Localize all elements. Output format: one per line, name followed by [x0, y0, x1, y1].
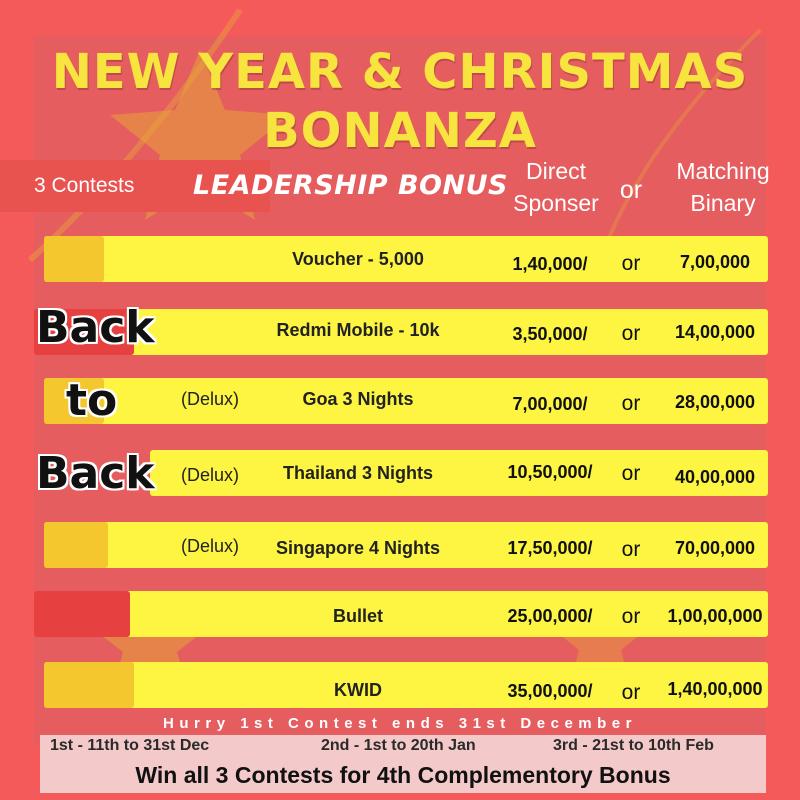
matching-binary-value: 70,00,000	[674, 538, 756, 558]
prize-name: Voucher - 5,000	[292, 249, 424, 269]
back-to-back-word-3: Back	[36, 448, 155, 499]
prize-name: Bullet	[332, 606, 383, 626]
third-contest-dates: 3rd - 21st to 10th Feb	[553, 737, 714, 754]
or-label: or	[621, 681, 641, 704]
header-or: or	[619, 176, 643, 204]
direct-sponser-value: 7,00,000/	[512, 394, 588, 414]
back-to-back-word-1: Back	[36, 302, 155, 353]
matching-binary-value: 40,00,000	[674, 467, 756, 487]
title-line-2: BONANZA	[263, 103, 537, 159]
matching-binary-value: 14,00,000	[674, 322, 756, 342]
prize-name: KWID	[334, 680, 382, 700]
row-accent	[44, 236, 104, 282]
prize-name: Singapore 4 Nights	[275, 538, 441, 558]
or-label: or	[621, 538, 641, 561]
row-accent	[44, 662, 134, 708]
row-accent	[44, 522, 108, 568]
first-contest-dates: 1st - 11th to 31st Dec	[50, 737, 210, 754]
complementory-bonus-text: Win all 3 Contests for 4th Complementory Bonus	[135, 762, 671, 788]
second-contest-dates: 2nd - 1st to 20th Jan	[321, 737, 476, 754]
or-label: or	[621, 605, 641, 628]
direct-sponser-value: 25,00,000/	[507, 606, 593, 626]
prize-name: Redmi Mobile - 10k	[276, 320, 440, 340]
back-to-back-word-2: to	[66, 375, 118, 426]
or-label: or	[621, 252, 641, 275]
matching-binary-value: 28,00,000	[674, 392, 756, 412]
delux-label: (Delux)	[181, 465, 240, 485]
row-accent	[34, 591, 130, 637]
matching-binary-value: 1,00,00,000	[667, 606, 763, 626]
direct-sponser-value: 35,00,000/	[507, 681, 593, 701]
prize-name: Thailand 3 Nights	[282, 463, 433, 483]
matching-binary-value: 7,00,000	[679, 252, 751, 272]
header-direct-sponser: Direct Sponser	[513, 158, 599, 216]
or-label: or	[621, 392, 641, 415]
or-label: or	[621, 462, 641, 485]
header-matching-binary: Matching Binary	[676, 158, 770, 216]
direct-sponser-value: 1,40,000/	[512, 254, 588, 274]
or-label: or	[621, 322, 641, 345]
hurry-notice: Hurry 1st Contest ends 31st December	[163, 715, 637, 732]
direct-sponser-value: 17,50,000/	[507, 538, 593, 558]
direct-sponser-value: 3,50,000/	[512, 324, 588, 344]
delux-label: (Delux)	[181, 536, 240, 556]
prize-name: Goa 3 Nights	[302, 389, 414, 409]
direct-sponser-value: 10,50,000/	[507, 462, 593, 482]
title-line-1: NEW YEAR & CHRISTMAS	[51, 44, 749, 100]
delux-label: (Delux)	[181, 389, 240, 409]
leadership-bonus-label: LEADERSHIP BONUS	[193, 170, 508, 201]
contests-label: 3 Contests	[34, 174, 135, 197]
matching-binary-value: 1,40,00,000	[667, 679, 763, 699]
